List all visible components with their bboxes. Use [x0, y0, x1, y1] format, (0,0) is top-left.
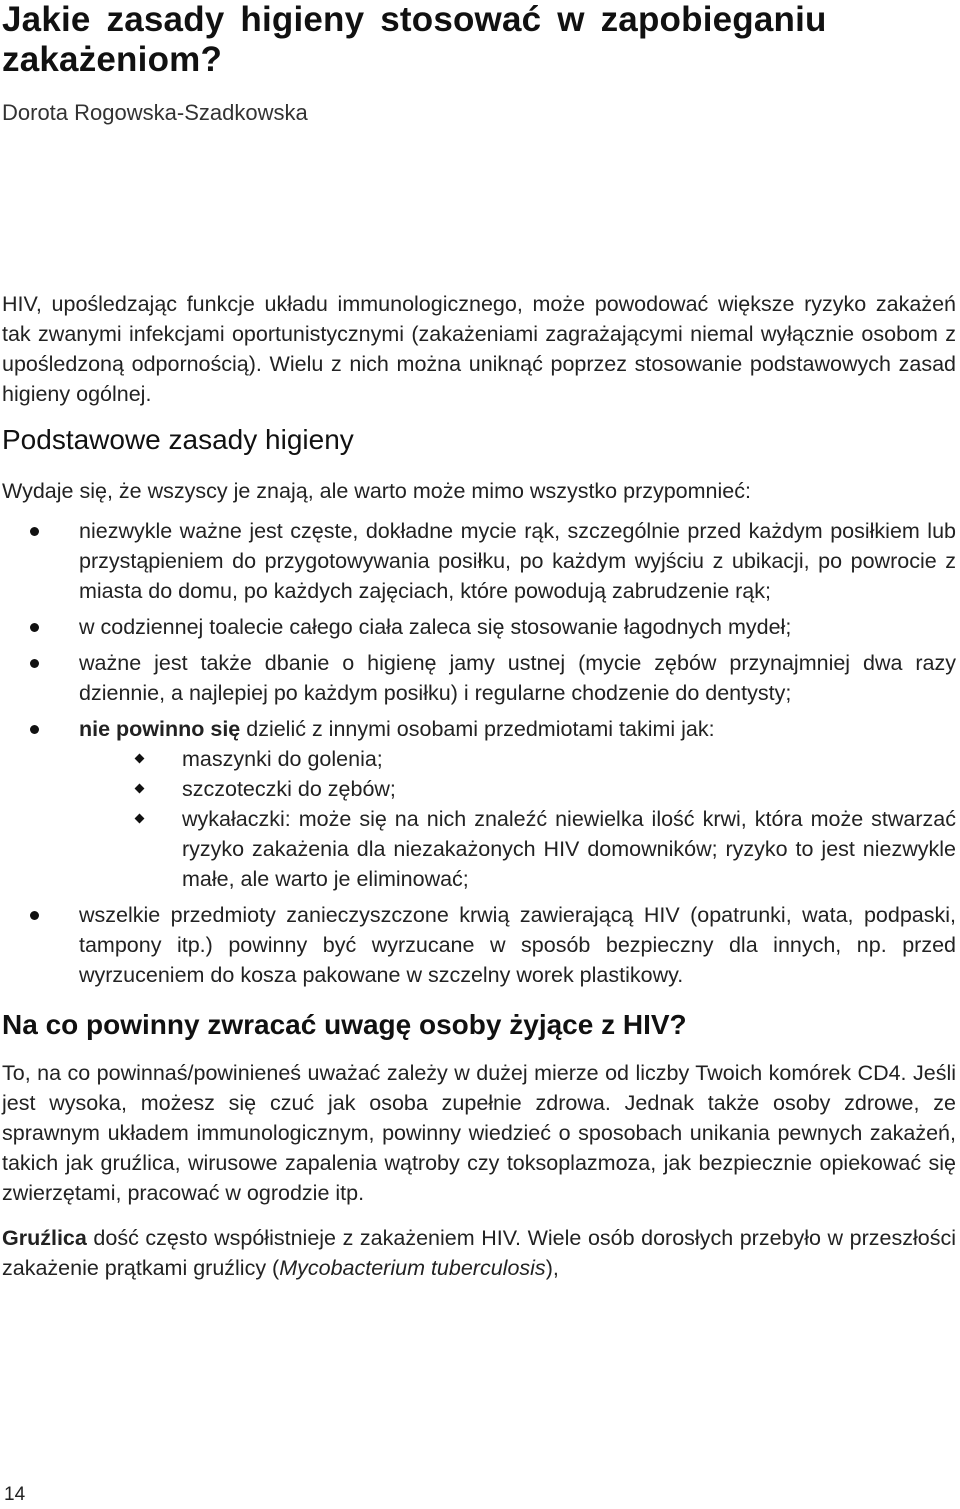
tuberculosis-paragraph — [2, 1223, 956, 1283]
hygiene-rules-list — [2, 516, 956, 990]
diamond-bullet-icon — [135, 784, 145, 794]
diamond-bullet-icon — [135, 754, 145, 764]
list-item — [2, 612, 956, 642]
emphasis-text: Gruźlica — [2, 1226, 87, 1250]
sublist-item — [2, 804, 956, 894]
emphasis-text: nie powinno się — [79, 717, 241, 741]
no-sharing-sublist — [79, 744, 956, 894]
sublist-item — [2, 744, 956, 774]
bullet-icon — [30, 623, 39, 632]
latin-name: Mycobacterium tuberculosis — [279, 1256, 546, 1280]
cd4-paragraph: To, na co powinnaś/powinieneś uważać zależy w dużej mierze od liczby Twoich komórek CD4. Jeśli jest wysoka, możesz się czuć jak osoba zupełnie zdrowa. Jednak także osoby zdrowe, ze sprawnym układem immunologicznym, powinny wiedzieć o sposobach unikania pewnych zakażeń, takich jak gruźlica, wirusowe zapalenia wątroby czy toksoplazmoza, jak bezpiecznie opiekować się zwierzętami, pracować w ogrodzie itp. — [2, 1061, 956, 1205]
sublist-item-text: wykałaczki: może się na nich znaleźć niewielka ilość krwi, która może stwarzać ryzyko zakażenia dla niezakażonych HIV domowników; ryzyko to jest niezwykle małe, ale warto je eliminować; — [182, 807, 956, 891]
diamond-bullet-icon — [135, 814, 145, 824]
page-number: 14 — [4, 1484, 26, 1505]
sublist-item-text: szczoteczki do zębów; — [182, 777, 396, 801]
sublist-item — [2, 774, 956, 804]
bullet-icon — [30, 911, 39, 920]
lead-paragraph: HIV, upośledzając funkcje układu immunologicznego, może powodować większe ryzyko zakażeń tak zwanymi infekcjami oportunistycznymi (zakażeniami zagrażającymi niemal wyłącznie osobom z upośledzoną odpornością). Wielu z nich można uniknąć poprzez stosowanie podstawowych zasad higieny ogólnej. — [2, 292, 956, 406]
list-item-text: ważne jest także dbanie o higienę jamy ustnej (mycie zębów przynajmniej dwa razy dziennie, a najlepiej po każdym posiłku) i regularne chodzenie do dentysty; — [79, 651, 956, 705]
list-item — [2, 648, 956, 708]
list-item — [2, 900, 956, 990]
list-item-text: wszelkie przedmioty zanieczyszczone krwią zawierającą HIV (opatrunki, wata, podpaski, tampony itp.) powinny być wyrzucane w sposób bezpieczny dla innych, np. przed wyrzuceniem do kosza pakowane w szczelny worek plastikowy. — [79, 903, 956, 987]
section-heading-hiv: Na co powinny zwracać uwagę osoby żyjące z HIV? — [2, 1009, 687, 1040]
list-item-text: w codziennej toalecie całego ciała zaleca się stosowanie łagodnych mydeł; — [79, 615, 792, 639]
page-title: Jakie zasady higieny stosować w zapobieganiu zakażeniom? — [2, 0, 827, 79]
bullet-icon — [30, 659, 39, 668]
list-item-text: dzielić z innymi osobami przedmiotami takimi jak: — [240, 717, 715, 741]
bullet-icon — [30, 527, 39, 536]
paragraph-text: ), — [545, 1256, 559, 1280]
section-intro: Wydaje się, że wszyscy je znają, ale warto może mimo wszystko przypomnieć: — [2, 479, 751, 503]
list-item — [2, 516, 956, 606]
list-item-no-sharing — [2, 714, 956, 894]
list-item-text: niezwykle ważne jest częste, dokładne mycie rąk, szczególnie przed każdym posiłkiem lub przystąpieniem do przygotowywania posiłku, po każdym wyjściu z ubikacji, po powrocie z miasta do domu, po każdych zajęciach, które powodują zabrudzenie rąk; — [79, 519, 956, 603]
section-heading-hygiene: Podstawowe zasady higieny — [2, 424, 354, 455]
paragraph-text: dość często współistnieje z zakażeniem HIV. Wiele osób dorosłych przebyło w przeszłości zakażenie prątkami gruźlicy ( — [2, 1226, 956, 1280]
sublist-item-text: maszynki do golenia; — [182, 747, 383, 771]
bullet-icon — [30, 725, 39, 734]
author-name: Dorota Rogowska-Szadkowska — [2, 100, 308, 125]
